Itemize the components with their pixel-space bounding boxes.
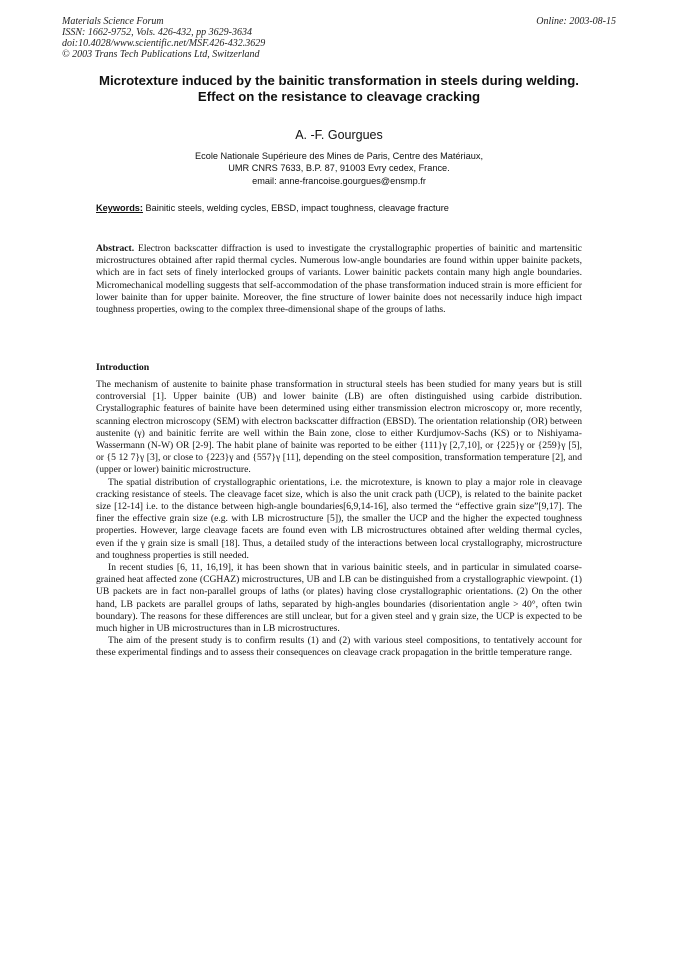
affiliation-line-2: UMR CNRS 7633, B.P. 87, 91003 Evry cedex, France. bbox=[228, 163, 450, 174]
paper-title: Microtexture induced by the bainitic transformation in steels during welding. Effect on the resistance to cleavage cracking bbox=[99, 73, 579, 104]
author-name: A. -F. Gourgues bbox=[295, 128, 383, 142]
introduction-heading: Introduction bbox=[96, 362, 150, 373]
intro-paragraph: In recent studies [6, 11, 16,19], it has been shown that in various bainitic steels, and in particular in simulated coarse-grained heat affected zone (CGHAZ) microstructures, UB and LB can be distinguished from a crystallographic viewpoint. (1) UB packets are in fact non-parallel groups of laths (or plates) having close crystallographic orientations. (2) On the other hand, LB packets are parallel groups of laths, separated by high-angles boundaries (disorientation angle > 40°, often twin boundary). The reasons for these differences are still unclear, but for a given steel and γ grain size, the UCP is expected to be much higher in UB microstructures than in LB microstructures. bbox=[96, 562, 582, 635]
doi-link[interactable]: doi:10.4028/www.scientific.net/MSF.426-432.3629 bbox=[62, 38, 266, 49]
issn-line: ISSN: 1662-9752, Vols. 426-432, pp 3629-3634 bbox=[62, 27, 252, 38]
journal-name: Materials Science Forum bbox=[62, 16, 164, 27]
intro-paragraph: The aim of the present study is to confirm results (1) and (2) with various steel compositions, to tentatively account for these experimental findings and to assess their consequences on cleavage crack propagation in the brittle temperature range. bbox=[96, 635, 582, 659]
keywords bbox=[96, 203, 582, 213]
affiliation-line-1: Ecole Nationale Supérieure des Mines de Paris, Centre des Matériaux, bbox=[194, 151, 484, 161]
abstract-label: Abstract. bbox=[96, 243, 135, 254]
intro-paragraph: The mechanism of austenite to bainite phase transformation in structural steels has been studied for many years but is still controversial [1]. Upper bainite (UB) and lower bainite (LB) are often distinguished using carbide distribution. Crystallographic features of bainite have been determined using either transmission electron microscopy or, more recently, scanning electron microscopy (SEM) with electron backscatter diffraction (EBSD). The orientation relationship (OR) between austenite (γ) and bainitic ferrite are well within the Bain zone, close to either Kurdjumov-Sachs (KS) or to Nishiyama-Wassermann (N-W) OR [2-9]. The habit plane of bainite was reported to be either {111}γ [2,7,10], or {225}γ or {259}γ [5], or {5 12 7}γ [3], or close to {223}γ and {557}γ [11], depending on the steel composition, transformation temperature [2], and (upper or lower) bainitic microstructure. bbox=[96, 379, 582, 476]
introduction-body bbox=[96, 379, 582, 660]
affiliation bbox=[0, 150, 678, 187]
abstract bbox=[96, 243, 582, 316]
online-date: Online: 2003-08-15 bbox=[536, 16, 616, 27]
intro-paragraph: The spatial distribution of crystallographic orientations, i.e. the microtexture, is known to play a major role in cleavage cracking resistance of steels. The cleavage facet size, which is also the unit crack path (UCP), is related to the bainite packet size [12-14] i.e. to the distance between high-angle boundaries[6,9,14-16], also termed the “effective grain size”[9,17]. The finer the effective grain size (e.g. with LB microstructure [5]), the smaller the UCP and the higher the expected toughness properties. However, large cleavage facets are found even with LB microstructures obtained after welding thermal cycles, even if the γ grain size is small [18]. Thus, a detailed study of the interactions between local crystallography, microstructure and toughness properties is still needed. bbox=[96, 476, 582, 561]
author-email[interactable]: email: anne-francoise.gourgues@ensmp.fr bbox=[252, 175, 426, 186]
page-header bbox=[62, 16, 616, 60]
keywords-label: Keywords: bbox=[96, 203, 143, 213]
keywords-text: Bainitic steels, welding cycles, EBSD, impact toughness, cleavage fracture bbox=[145, 203, 449, 213]
abstract-text: Electron backscatter diffraction is used to investigate the crystallographic properties of bainitic and martensitic microstructures obtained after rapid thermal cycles. Numerous low-angle boundaries are found within upper bainite packets, which are in fact sets of finely interlocked groups of variants. Lower bainitic packets contain many high angle boundaries. Micromechanical modelling suggests that self-accommodation of the phase transformation induced strain is more efficient for lower bainite than for upper bainite. Moreover, the fine structure of lower bainite does not necessarily induce high impact toughness properties, owing to the complex three-dimensional shape of the groups of laths. bbox=[96, 243, 582, 316]
copyright-line: © 2003 Trans Tech Publications Ltd, Switzerland bbox=[62, 49, 260, 60]
